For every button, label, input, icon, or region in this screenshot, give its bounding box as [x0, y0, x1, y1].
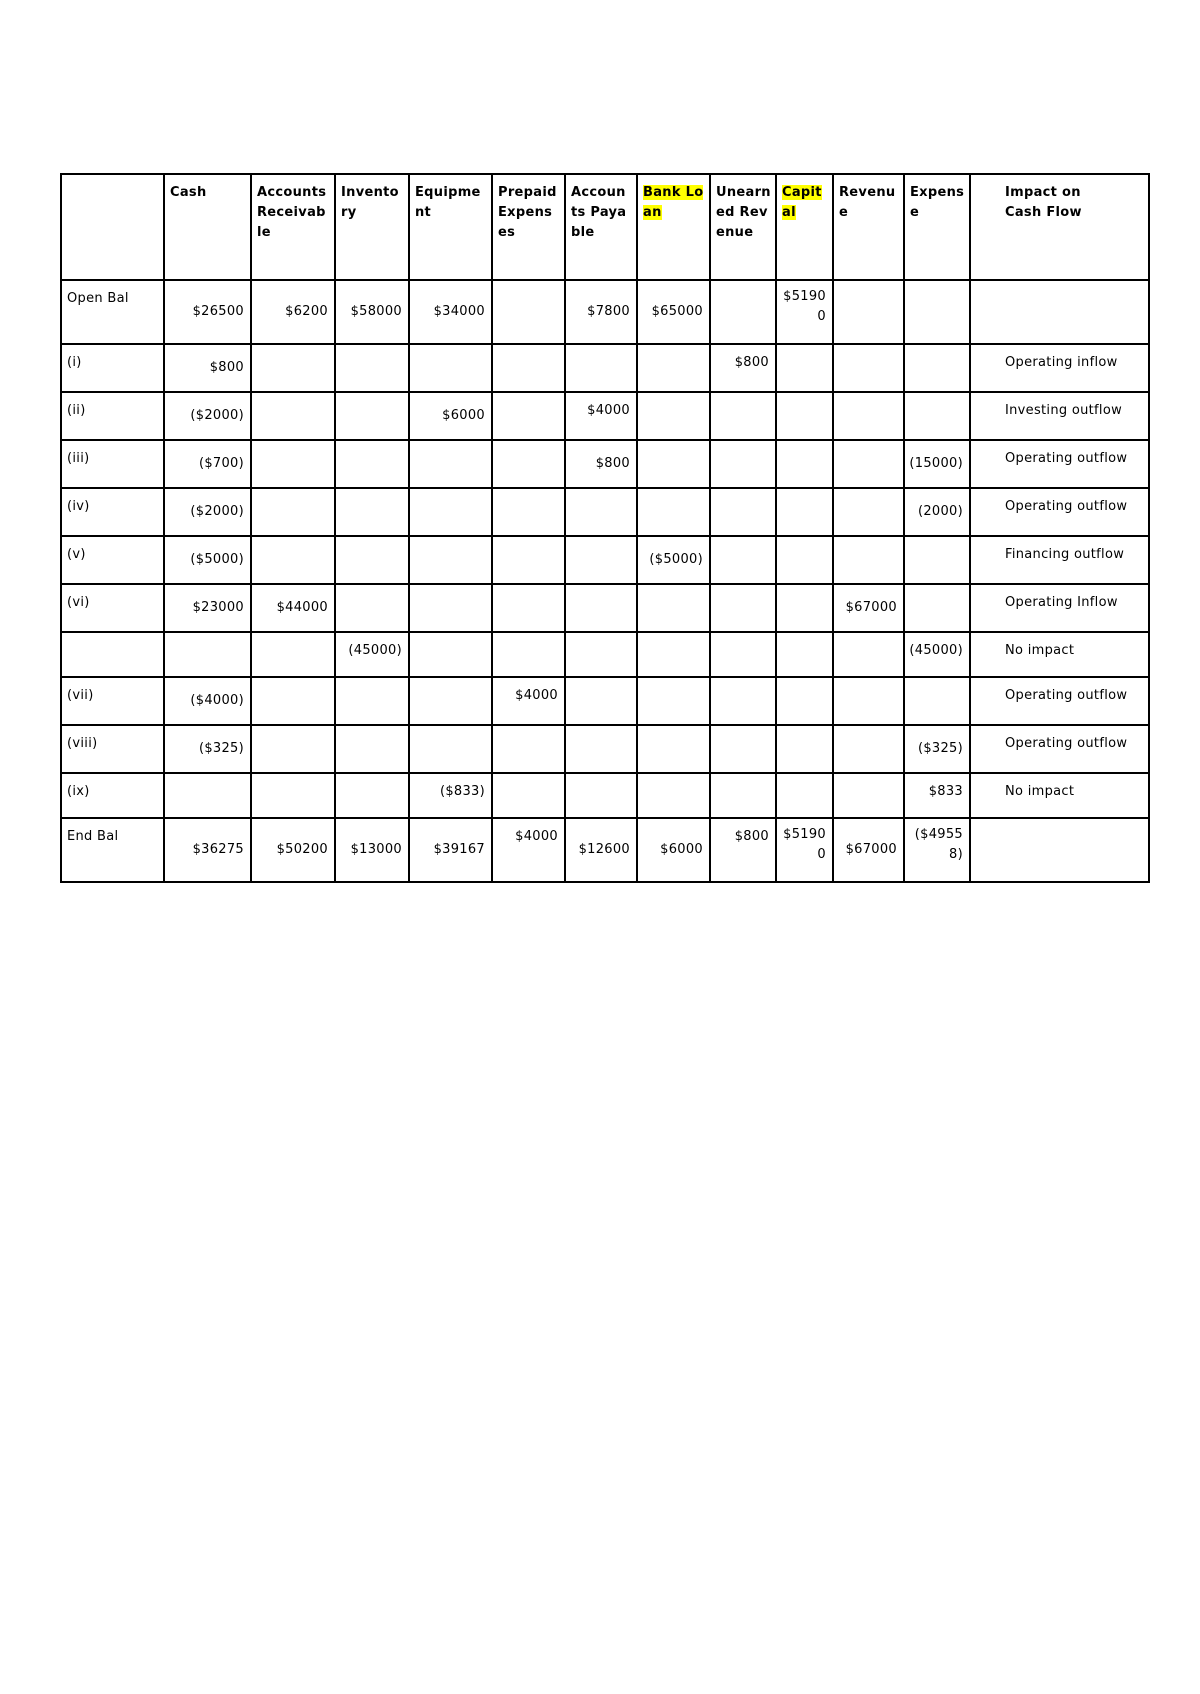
cell-prepaid: $4000 — [492, 818, 565, 882]
cell-revenue — [833, 725, 904, 773]
cell-cash: $23000 — [164, 584, 251, 632]
cell-capital — [776, 440, 833, 488]
cell-unearned: $800 — [710, 818, 776, 882]
table-row — [61, 584, 1149, 632]
cell-prepaid — [492, 632, 565, 677]
cell-unearned — [710, 280, 776, 344]
row-label: (i) — [61, 344, 164, 392]
cell-loan — [637, 344, 710, 392]
cell-ap: $12600 — [565, 818, 637, 882]
cell-impact: Operating inflow — [970, 344, 1149, 392]
cell-impact — [970, 280, 1149, 344]
cell-loan — [637, 392, 710, 440]
cell-capital — [776, 488, 833, 536]
cell-revenue — [833, 488, 904, 536]
header-bank-loan — [637, 174, 710, 280]
row-label: (vii) — [61, 677, 164, 725]
cell-impact — [970, 818, 1149, 882]
cell-impact: Operating outflow — [970, 725, 1149, 773]
cell-inv — [335, 392, 409, 440]
cell-expense — [904, 584, 970, 632]
cell-inv — [335, 584, 409, 632]
cell-capital: $51900 — [776, 818, 833, 882]
cell-prepaid — [492, 536, 565, 584]
cell-expense — [904, 536, 970, 584]
cell-unearned — [710, 725, 776, 773]
cell-ap — [565, 584, 637, 632]
cell-impact: No impact — [970, 773, 1149, 818]
cell-unearned — [710, 632, 776, 677]
cell-impact: No impact — [970, 632, 1149, 677]
cell-cash: $36275 — [164, 818, 251, 882]
cell-ar — [251, 440, 335, 488]
cell-ar — [251, 392, 335, 440]
cell-expense — [904, 280, 970, 344]
cell-impact: Investing outflow — [970, 392, 1149, 440]
cell-inv: $13000 — [335, 818, 409, 882]
cell-prepaid — [492, 344, 565, 392]
impact-header-line2: Cash Flow — [1005, 205, 1082, 220]
row-label — [61, 632, 164, 677]
cell-ar — [251, 632, 335, 677]
cell-equip: $34000 — [409, 280, 492, 344]
header-blank — [61, 174, 164, 280]
impact-header-line1: Impact on — [1005, 185, 1081, 200]
table-row — [61, 818, 1149, 882]
cell-ar: $50200 — [251, 818, 335, 882]
cell-expense: ($49558) — [904, 818, 970, 882]
cell-loan — [637, 725, 710, 773]
cell-capital — [776, 344, 833, 392]
header-accounts-payable: Accounts Payable — [565, 174, 637, 280]
cell-equip: $6000 — [409, 392, 492, 440]
cell-cash: ($2000) — [164, 488, 251, 536]
table-row — [61, 280, 1149, 344]
row-label: (iv) — [61, 488, 164, 536]
cell-equip: $39167 — [409, 818, 492, 882]
row-label: (iii) — [61, 440, 164, 488]
cell-equip — [409, 725, 492, 773]
row-label: (vi) — [61, 584, 164, 632]
table-row — [61, 536, 1149, 584]
cell-ap — [565, 677, 637, 725]
cell-unearned — [710, 392, 776, 440]
table-row — [61, 392, 1149, 440]
cell-cash: $26500 — [164, 280, 251, 344]
cell-loan — [637, 632, 710, 677]
cell-ap — [565, 773, 637, 818]
cell-expense — [904, 344, 970, 392]
cell-ar — [251, 677, 335, 725]
cell-loan: ($5000) — [637, 536, 710, 584]
cell-revenue — [833, 440, 904, 488]
cell-expense: ($325) — [904, 725, 970, 773]
cell-inv: (45000) — [335, 632, 409, 677]
cell-inv — [335, 440, 409, 488]
cell-inv: $58000 — [335, 280, 409, 344]
header-unearned-revenue: Unearned Revenue — [710, 174, 776, 280]
cell-loan: $65000 — [637, 280, 710, 344]
cell-cash: ($5000) — [164, 536, 251, 584]
header-impact-on-cash-flow — [970, 174, 1149, 280]
row-label: (ix) — [61, 773, 164, 818]
header-cash: Cash — [164, 174, 251, 280]
cell-capital — [776, 584, 833, 632]
cell-ap: $800 — [565, 440, 637, 488]
cell-cash: ($2000) — [164, 392, 251, 440]
cell-equip — [409, 632, 492, 677]
cell-ar: $6200 — [251, 280, 335, 344]
transaction-analysis-table — [60, 173, 1150, 883]
cell-capital — [776, 725, 833, 773]
cell-equip — [409, 344, 492, 392]
cell-loan — [637, 584, 710, 632]
header-prepaid-expenses: Prepaid Expenses — [492, 174, 565, 280]
cell-prepaid — [492, 725, 565, 773]
cell-expense — [904, 677, 970, 725]
cell-revenue: $67000 — [833, 818, 904, 882]
table-row — [61, 488, 1149, 536]
cell-revenue: $67000 — [833, 584, 904, 632]
cell-equip — [409, 440, 492, 488]
cell-revenue — [833, 344, 904, 392]
cell-ap — [565, 632, 637, 677]
cell-impact: Operating outflow — [970, 488, 1149, 536]
cell-prepaid — [492, 280, 565, 344]
cell-capital: $51900 — [776, 280, 833, 344]
cell-unearned — [710, 440, 776, 488]
cell-capital — [776, 632, 833, 677]
header-equipment: Equipment — [409, 174, 492, 280]
cell-revenue — [833, 632, 904, 677]
cell-unearned — [710, 488, 776, 536]
cell-capital — [776, 536, 833, 584]
cell-expense: $833 — [904, 773, 970, 818]
cell-ap — [565, 725, 637, 773]
bank-loan-highlight: Bank Loan — [643, 185, 704, 220]
cell-expense: (45000) — [904, 632, 970, 677]
cell-equip — [409, 677, 492, 725]
table-row — [61, 632, 1149, 677]
cell-ar — [251, 536, 335, 584]
cell-ap — [565, 488, 637, 536]
cell-capital — [776, 392, 833, 440]
cell-revenue — [833, 280, 904, 344]
cell-revenue — [833, 536, 904, 584]
cell-loan — [637, 677, 710, 725]
cell-prepaid — [492, 392, 565, 440]
header-capital — [776, 174, 833, 280]
cell-inv — [335, 344, 409, 392]
row-label: (viii) — [61, 725, 164, 773]
header-row — [61, 174, 1149, 280]
cell-prepaid — [492, 488, 565, 536]
table-row — [61, 344, 1149, 392]
cell-loan — [637, 488, 710, 536]
cell-inv — [335, 725, 409, 773]
cell-unearned — [710, 536, 776, 584]
cell-equip — [409, 488, 492, 536]
row-label: (ii) — [61, 392, 164, 440]
cell-unearned — [710, 773, 776, 818]
cell-expense: (15000) — [904, 440, 970, 488]
cell-impact: Financing outflow — [970, 536, 1149, 584]
cell-ar — [251, 773, 335, 818]
cell-ap — [565, 344, 637, 392]
cell-loan — [637, 440, 710, 488]
cell-revenue — [833, 392, 904, 440]
cell-capital — [776, 677, 833, 725]
cell-unearned — [710, 584, 776, 632]
cell-equip — [409, 584, 492, 632]
cell-ar: $44000 — [251, 584, 335, 632]
cell-prepaid: $4000 — [492, 677, 565, 725]
cell-expense: (2000) — [904, 488, 970, 536]
cell-prepaid — [492, 440, 565, 488]
table-row — [61, 677, 1149, 725]
table-row — [61, 725, 1149, 773]
header-revenue: Revenue — [833, 174, 904, 280]
cell-impact: Operating outflow — [970, 440, 1149, 488]
cell-cash — [164, 632, 251, 677]
header-expense: Expense — [904, 174, 970, 280]
row-label: End Bal — [61, 818, 164, 882]
cell-impact: Operating Inflow — [970, 584, 1149, 632]
cell-inv — [335, 773, 409, 818]
cell-inv — [335, 488, 409, 536]
cell-loan — [637, 773, 710, 818]
cell-equip — [409, 536, 492, 584]
cell-equip: ($833) — [409, 773, 492, 818]
header-accounts-receivable: Accounts Receivable — [251, 174, 335, 280]
cell-inv — [335, 536, 409, 584]
row-label: (v) — [61, 536, 164, 584]
cell-cash: ($700) — [164, 440, 251, 488]
cell-cash: ($325) — [164, 725, 251, 773]
cell-ap: $4000 — [565, 392, 637, 440]
cell-revenue — [833, 773, 904, 818]
cell-prepaid — [492, 584, 565, 632]
row-label: Open Bal — [61, 280, 164, 344]
header-inventory: Inventory — [335, 174, 409, 280]
cell-revenue — [833, 677, 904, 725]
cell-capital — [776, 773, 833, 818]
cell-impact: Operating outflow — [970, 677, 1149, 725]
capital-highlight: Capital — [782, 185, 822, 220]
cell-unearned: $800 — [710, 344, 776, 392]
cell-ap: $7800 — [565, 280, 637, 344]
cell-cash: ($4000) — [164, 677, 251, 725]
cell-ar — [251, 725, 335, 773]
cell-ar — [251, 488, 335, 536]
table-row — [61, 440, 1149, 488]
cell-cash — [164, 773, 251, 818]
cell-expense — [904, 392, 970, 440]
cell-unearned — [710, 677, 776, 725]
cell-cash: $800 — [164, 344, 251, 392]
cell-ap — [565, 536, 637, 584]
cell-inv — [335, 677, 409, 725]
table-row — [61, 773, 1149, 818]
cell-loan: $6000 — [637, 818, 710, 882]
cell-ar — [251, 344, 335, 392]
cell-prepaid — [492, 773, 565, 818]
